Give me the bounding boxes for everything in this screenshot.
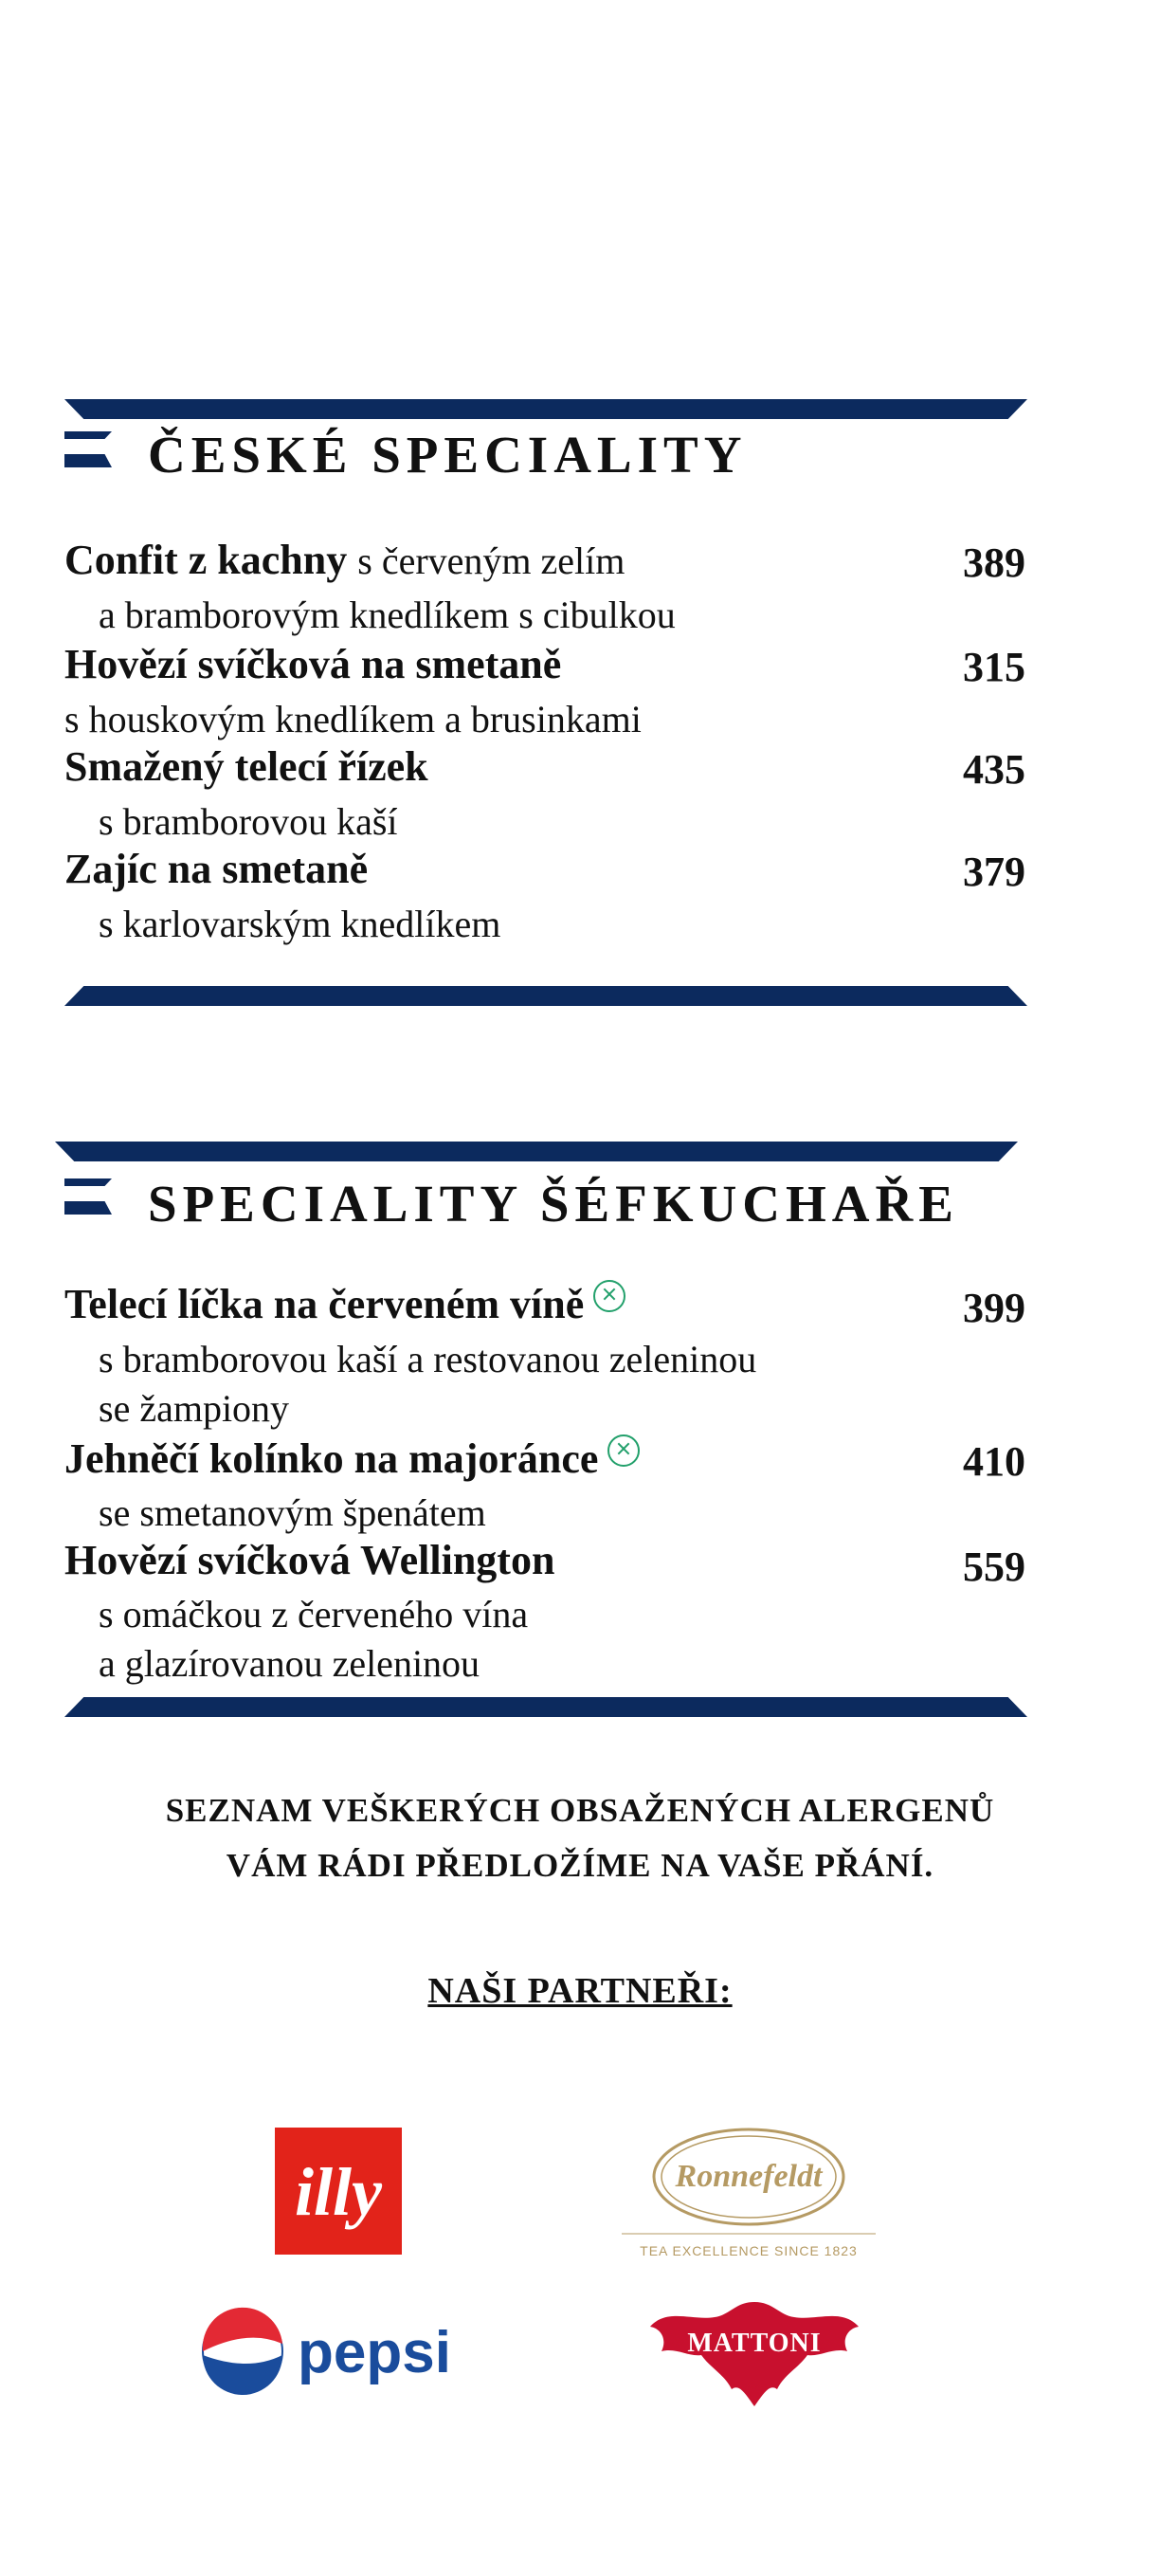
menu-item-price: 559 xyxy=(963,1544,1025,1590)
menu-item-name: Smažený telecí řízek xyxy=(64,743,428,790)
gluten-free-icon xyxy=(607,1434,640,1467)
pepsi-logo xyxy=(201,2306,485,2397)
section-bottom-band xyxy=(64,986,1027,1006)
menu-item-description: s bramborovou kaší xyxy=(99,800,398,843)
mattoni-logo xyxy=(644,2293,864,2408)
menu-item-name: Hovězí svíčková na smetaně xyxy=(64,641,562,687)
section-title-chef: SPECIALITY ŠÉFKUCHAŘE xyxy=(148,1175,959,1233)
section-bottom-band xyxy=(64,1697,1027,1717)
pepsi-wordmark: pepsi xyxy=(298,2320,451,2385)
section-title-czech: ČESKÉ SPECIALITY xyxy=(148,426,748,484)
illy-logo xyxy=(275,2128,402,2255)
illy-wordmark: illy xyxy=(295,2154,382,2230)
menu-item-name: Hovězí svíčková Wellington xyxy=(64,1537,555,1583)
menu-item-description: s houskovým knedlíkem a brusinkami xyxy=(64,698,642,740)
ronnefeldt-wordmark: Ronnefeldt xyxy=(675,2159,823,2194)
partners-heading: NAŠI PARTNEŘI: xyxy=(427,1971,733,2011)
menu-item-name: Telecí líčka na červeném víně xyxy=(64,1280,625,1328)
menu-item-description: a glazírovanou zeleninou xyxy=(99,1642,480,1685)
section-flag-icon xyxy=(64,431,112,467)
gluten-free-icon xyxy=(593,1280,625,1312)
menu-item-description: s omáčkou z červeného vína xyxy=(99,1593,529,1635)
menu-item-name: Zajíc na smetaně xyxy=(64,846,369,892)
ronnefeldt-tagline: TEA EXCELLENCE SINCE 1823 xyxy=(640,2243,858,2258)
menu-item-price: 410 xyxy=(963,1438,1025,1485)
menu-item-description: s bramborovou kaší a restovanou zeleninou xyxy=(99,1338,757,1380)
menu-item-description: s karlovarským knedlíkem xyxy=(99,903,501,945)
section-flag-icon xyxy=(64,1178,112,1215)
menu-item-price: 399 xyxy=(963,1285,1025,1331)
menu-item-price: 389 xyxy=(963,539,1025,586)
menu-item-name: Jehněčí kolínko na majoránce xyxy=(64,1434,640,1483)
section-top-band xyxy=(55,1142,1018,1161)
menu-item-description: a bramborovým knedlíkem s cibulkou xyxy=(99,594,676,636)
menu-item-price: 435 xyxy=(963,746,1025,793)
menu-item-description: se smetanovým špenátem xyxy=(99,1491,486,1534)
mattoni-wordmark: MATTONI xyxy=(687,2329,822,2358)
allergen-note-line: VÁM RÁDI PŘEDLOŽÍME NA VAŠE PŘÁNÍ. xyxy=(226,1847,934,1884)
menu-item-description: se žampiony xyxy=(99,1387,290,1430)
menu-item-price: 379 xyxy=(963,849,1025,895)
section-top-band xyxy=(64,399,1027,419)
menu-item-name: Confit z kachny s červeným zelím xyxy=(64,537,625,583)
ronnefeldt-logo xyxy=(618,2122,879,2264)
allergen-note-line: SEZNAM VEŠKERÝCH OBSAŽENÝCH ALERGENŮ xyxy=(165,1792,995,1829)
menu-item-price: 315 xyxy=(963,644,1025,690)
